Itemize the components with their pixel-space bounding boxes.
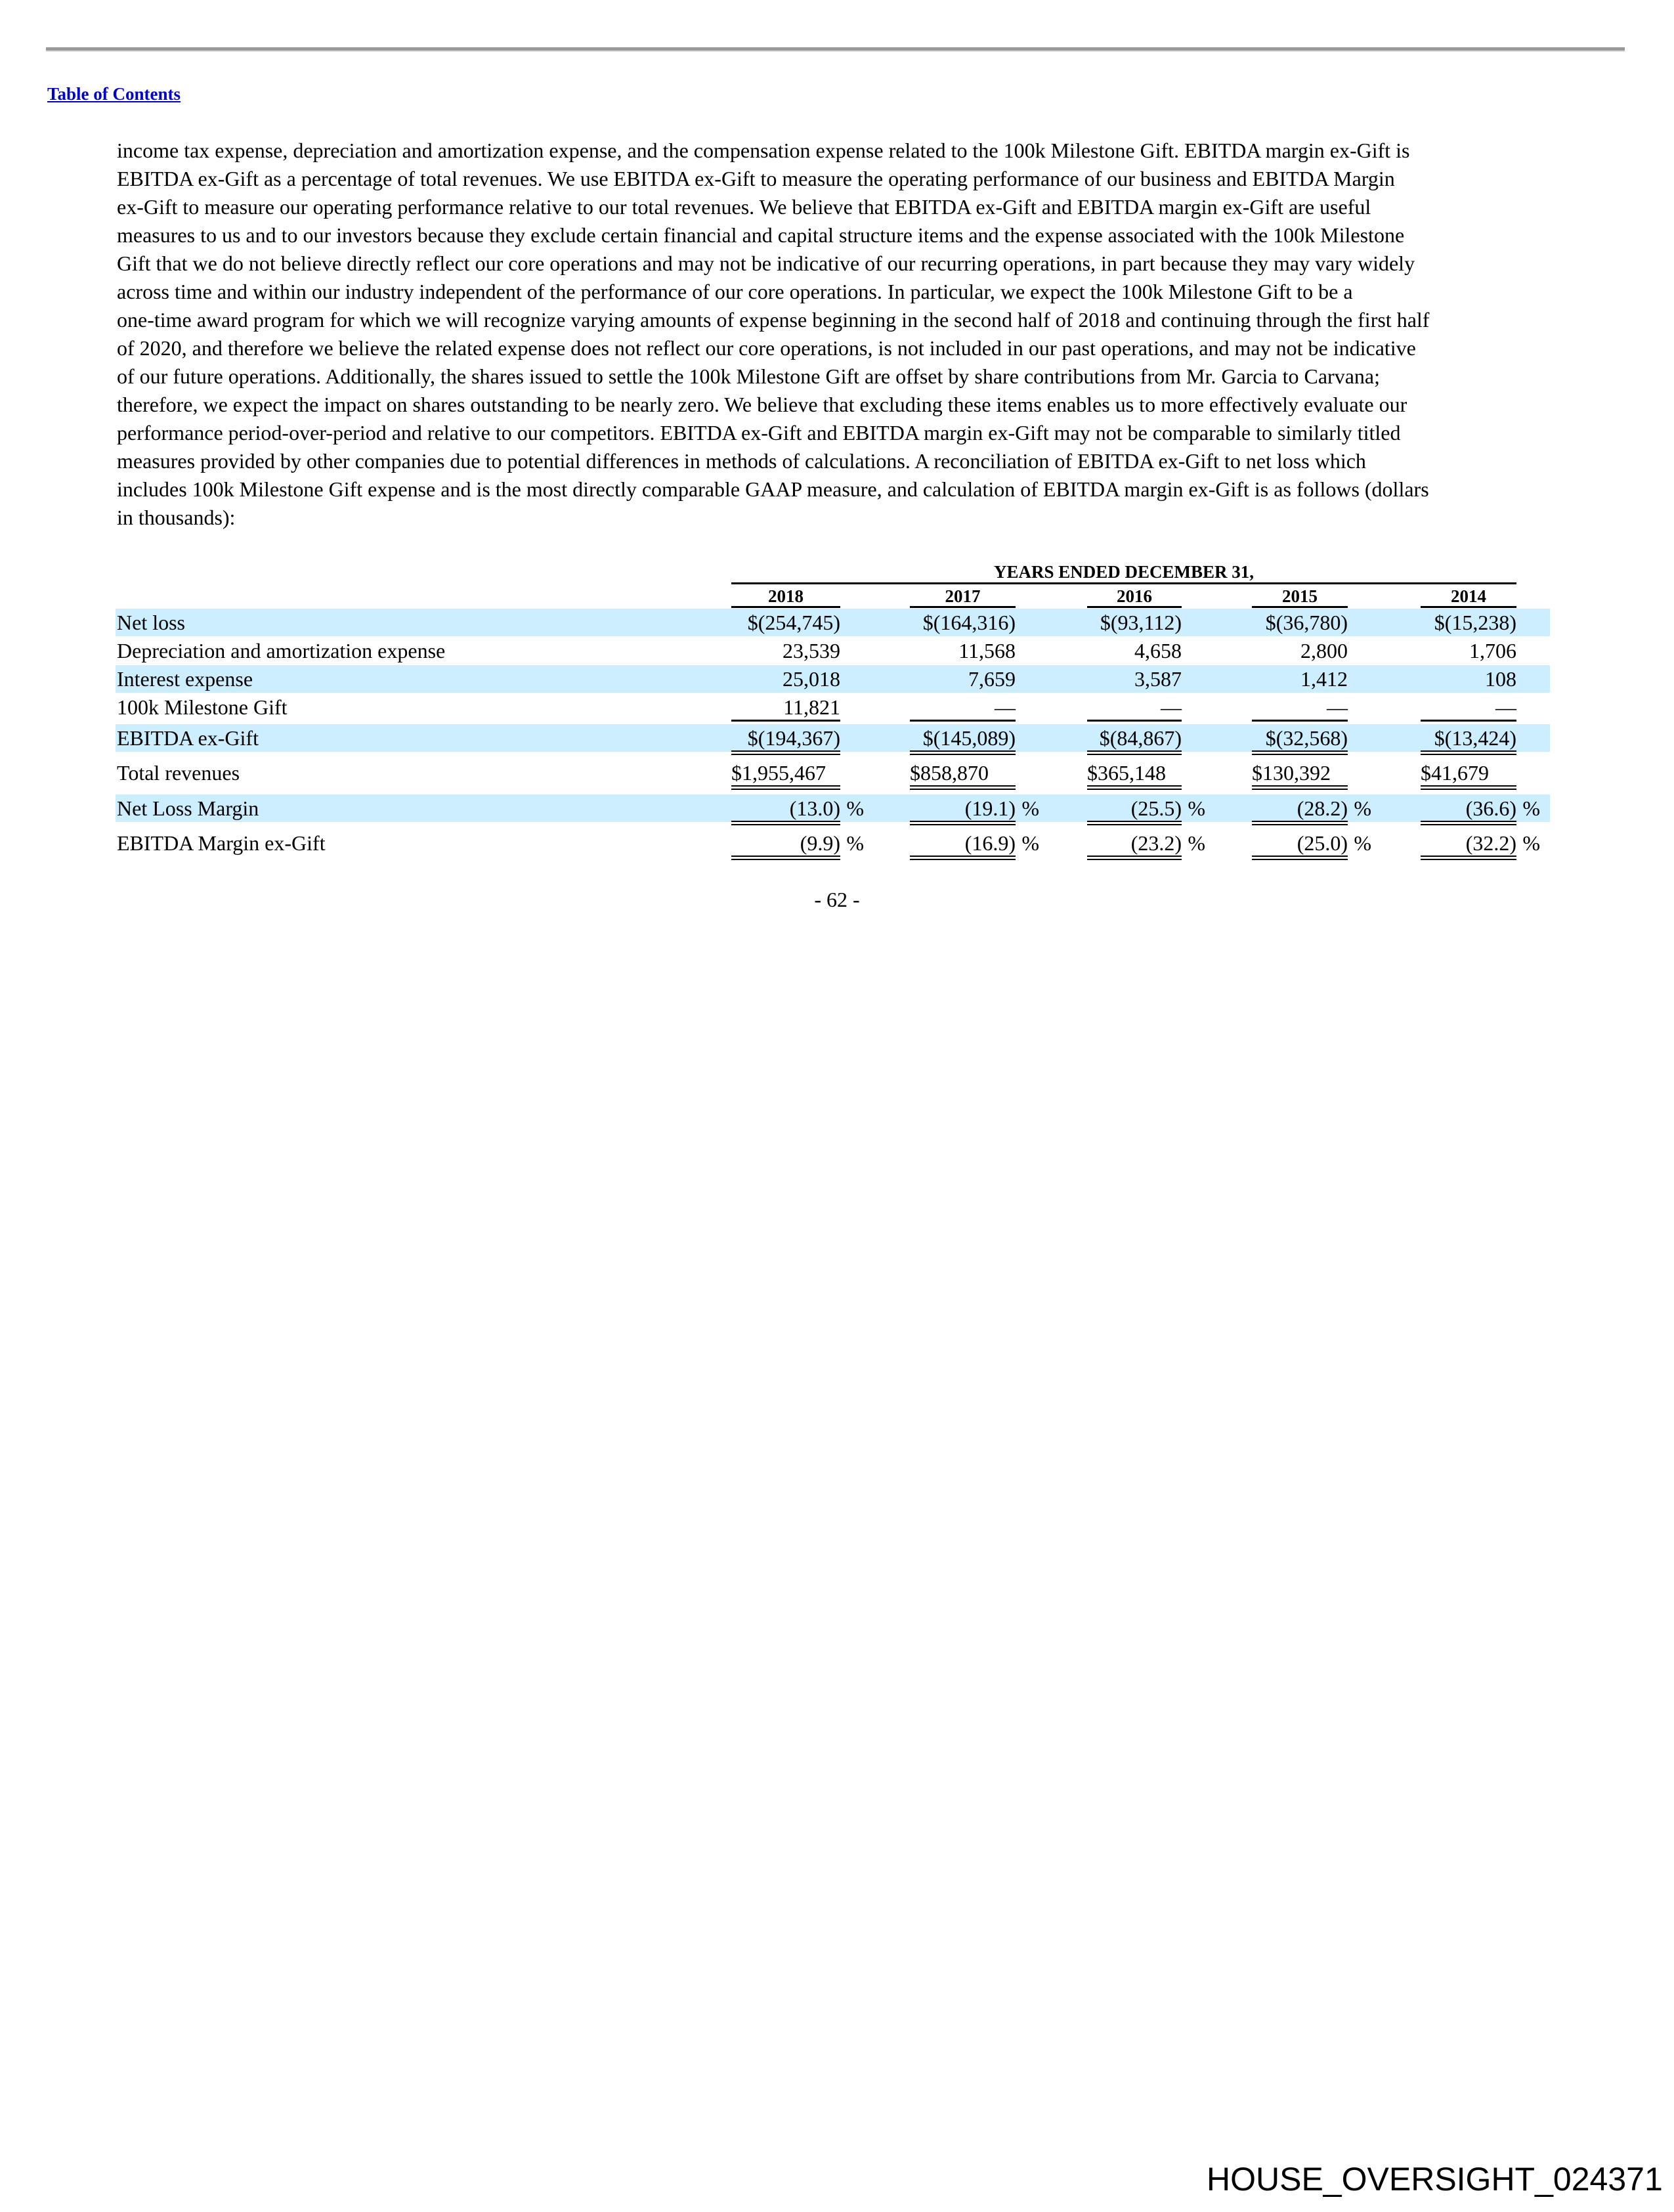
table-cell [910, 829, 1039, 860]
cell-value: $(32,568) [1265, 726, 1348, 750]
table-cell [910, 724, 1016, 755]
paragraph-line: includes 100k Milestone Gift expense and is the most directly comparable GAAP measure, and calculation of EBITDA margin ex-Gift is as follows (dollars [117, 477, 1429, 501]
cell-value: $858,870 [910, 761, 989, 785]
table-cell [1252, 829, 1371, 860]
table-cell [1421, 609, 1516, 635]
cell-value: (36.6) [1465, 796, 1516, 820]
table-cell [731, 637, 840, 663]
year-column-header: 2015 [1252, 586, 1348, 608]
cell-value: (9.9) [800, 831, 840, 855]
cell-value: $130,392 [1252, 761, 1331, 785]
percent-sign: % [1354, 831, 1371, 855]
year-column-header: 2014 [1421, 586, 1516, 608]
cell-value: 1,412 [1300, 667, 1348, 691]
body-paragraph [117, 137, 1561, 532]
row-label: 100k Milestone Gift [117, 695, 288, 719]
cell-value: (19.1) [964, 796, 1016, 820]
table-row [116, 609, 1550, 636]
paragraph-line: Gift that we do not believe directly reflect our core operations and may not be indicative of our recurring operations, in part because they may vary widely [117, 251, 1415, 275]
table-row [116, 665, 1550, 693]
cell-value: (16.9) [964, 831, 1016, 855]
table-row [116, 829, 1550, 857]
table-cell [910, 759, 1016, 790]
page-number: - 62 - [814, 888, 860, 911]
table-cell [1087, 665, 1182, 691]
cell-value: $(36,780) [1265, 611, 1348, 634]
table-cell [1421, 693, 1516, 722]
table-cell [731, 609, 840, 635]
footer-stamp: HOUSE_OVERSIGHT_024371 [1207, 2161, 1663, 2198]
cell-value: — [1327, 695, 1348, 719]
cell-value: 1,706 [1469, 639, 1516, 662]
table-cell [731, 829, 864, 860]
row-label: Interest expense [117, 667, 253, 691]
year-column-header: 2017 [910, 586, 1016, 608]
cell-value: $(254,745) [747, 611, 840, 634]
cell-value: 25,018 [783, 667, 840, 691]
table-cell [1087, 794, 1205, 825]
table-period-header: YEARS ENDED DECEMBER 31, [731, 561, 1516, 584]
cell-value: (28.2) [1297, 796, 1348, 820]
table-cell [1421, 637, 1516, 663]
cell-value: (23.2) [1130, 831, 1182, 855]
table-cell [731, 794, 864, 825]
table-cell [1421, 794, 1540, 825]
table-cell [731, 759, 840, 790]
paragraph-line: across time and within our industry independent of the performance of our core operations. In particular, we expect the 100k Milestone Gift to be a [117, 280, 1353, 303]
year-column-header: 2018 [731, 586, 840, 608]
table-cell [1087, 829, 1205, 860]
table-cell [1087, 609, 1182, 635]
percent-sign: % [1021, 796, 1039, 820]
paragraph-line: EBITDA ex-Gift as a percentage of total revenues. We use EBITDA ex-Gift to measure the operating performance of our business and EBITDA Margin [117, 167, 1395, 190]
table-cell [910, 637, 1016, 663]
year-column-header: 2016 [1087, 586, 1182, 608]
table-cell [1421, 724, 1516, 755]
cell-value: (32.2) [1465, 831, 1516, 855]
paragraph-line: measures to us and to our investors because they exclude certain financial and capital structure items and the expense associated with the 100k Milestone [117, 223, 1405, 247]
paragraph-line: one-time award program for which we will recognize varying amounts of expense beginning in the second half of 2018 and continuing through the first half [117, 308, 1430, 332]
percent-sign: % [846, 831, 864, 855]
paragraph-line: in thousands): [117, 506, 236, 529]
paragraph-line: of our future operations. Additionally, the shares issued to settle the 100k Milestone Gift are offset by share contributions from Mr. Garcia to Carvana; [117, 364, 1380, 388]
percent-sign: % [1188, 831, 1205, 855]
percent-sign: % [1021, 831, 1039, 855]
cell-value: (25.0) [1297, 831, 1348, 855]
paragraph-line: income tax expense, depreciation and amortization expense, and the compensation expense related to the 100k Milestone Gift. EBITDA margin ex-Gift is [117, 139, 1410, 162]
table-row [116, 759, 1550, 787]
cell-value: — [1161, 695, 1182, 719]
cell-value: $(13,424) [1434, 726, 1516, 750]
cell-value: $41,679 [1421, 761, 1489, 785]
cell-value: — [995, 695, 1016, 719]
paragraph-line: measures provided by other companies due to potential differences in methods of calculations. A reconciliation of EBITDA ex-Gift to net loss which [117, 449, 1366, 473]
row-label: Net Loss Margin [117, 796, 259, 820]
table-cell [1087, 693, 1182, 722]
table-cell [1252, 759, 1348, 790]
cell-value: 11,821 [783, 695, 840, 719]
table-cell [1087, 724, 1182, 755]
cell-value: 7,659 [968, 667, 1016, 691]
table-cell [1087, 637, 1182, 663]
table-of-contents-link[interactable]: Table of Contents [47, 84, 181, 104]
cell-value: $(84,867) [1099, 726, 1182, 750]
cell-value: 4,658 [1134, 639, 1182, 662]
cell-value: $(194,367) [747, 726, 840, 750]
cell-value: $1,955,467 [731, 761, 826, 785]
cell-value: 23,539 [783, 639, 840, 662]
table-cell [910, 693, 1016, 722]
table-cell [1252, 693, 1348, 722]
table-cell [1252, 637, 1348, 663]
cell-value: $365,148 [1087, 761, 1166, 785]
table-cell [731, 693, 840, 722]
cell-value: (25.5) [1130, 796, 1182, 820]
table-cell [910, 665, 1016, 691]
cell-value: 2,800 [1300, 639, 1348, 662]
cell-value: 108 [1485, 667, 1516, 691]
table-cell [731, 724, 840, 755]
table-cell [910, 794, 1039, 825]
percent-sign: % [1522, 796, 1540, 820]
row-label: EBITDA Margin ex-Gift [117, 831, 326, 855]
cell-value: 11,568 [958, 639, 1016, 662]
table-cell [1252, 665, 1348, 691]
cell-value: $(15,238) [1434, 611, 1516, 634]
row-label: Net loss [117, 611, 185, 634]
row-label: EBITDA ex-Gift [117, 726, 259, 750]
cell-value: $(145,089) [922, 726, 1016, 750]
table-row [116, 724, 1550, 752]
row-label: Total revenues [117, 761, 240, 785]
paragraph-line: ex-Gift to measure our operating performance relative to our total revenues. We believe that EBITDA ex-Gift and EBITDA margin ex-Gift are useful [117, 195, 1371, 219]
cell-value: — [1495, 695, 1516, 719]
paragraph-line: performance period-over-period and relative to our competitors. EBITDA ex-Gift and EBITDA margin ex-Gift may not be comparable to similarly titled [117, 421, 1401, 445]
table-cell [1252, 724, 1348, 755]
percent-sign: % [1354, 796, 1371, 820]
cell-value: $(164,316) [922, 611, 1016, 634]
table-row [116, 637, 1550, 664]
row-label: Depreciation and amortization expense [117, 639, 446, 662]
paragraph-line: of 2020, and therefore we believe the related expense does not reflect our core operations, is not included in our past operations, and may not be indicative [117, 336, 1416, 360]
cell-value: $(93,112) [1100, 611, 1182, 634]
percent-sign: % [1188, 796, 1205, 820]
table-row [116, 794, 1550, 822]
table-cell [1421, 759, 1516, 790]
table-cell [1252, 609, 1348, 635]
table-cell [1087, 759, 1182, 790]
table-row [116, 693, 1550, 721]
cell-value: (13.0) [789, 796, 840, 820]
table-cell [731, 665, 840, 691]
percent-sign: % [846, 796, 864, 820]
percent-sign: % [1522, 831, 1540, 855]
table-cell [1421, 829, 1540, 860]
table-cell [910, 609, 1016, 635]
top-divider [46, 47, 1625, 52]
cell-value: 3,587 [1134, 667, 1182, 691]
table-cell [1421, 665, 1516, 691]
paragraph-line: therefore, we expect the impact on shares outstanding to be nearly zero. We believe that excluding these items enables us to more effectively evaluate our [117, 393, 1407, 416]
table-cell [1252, 794, 1371, 825]
